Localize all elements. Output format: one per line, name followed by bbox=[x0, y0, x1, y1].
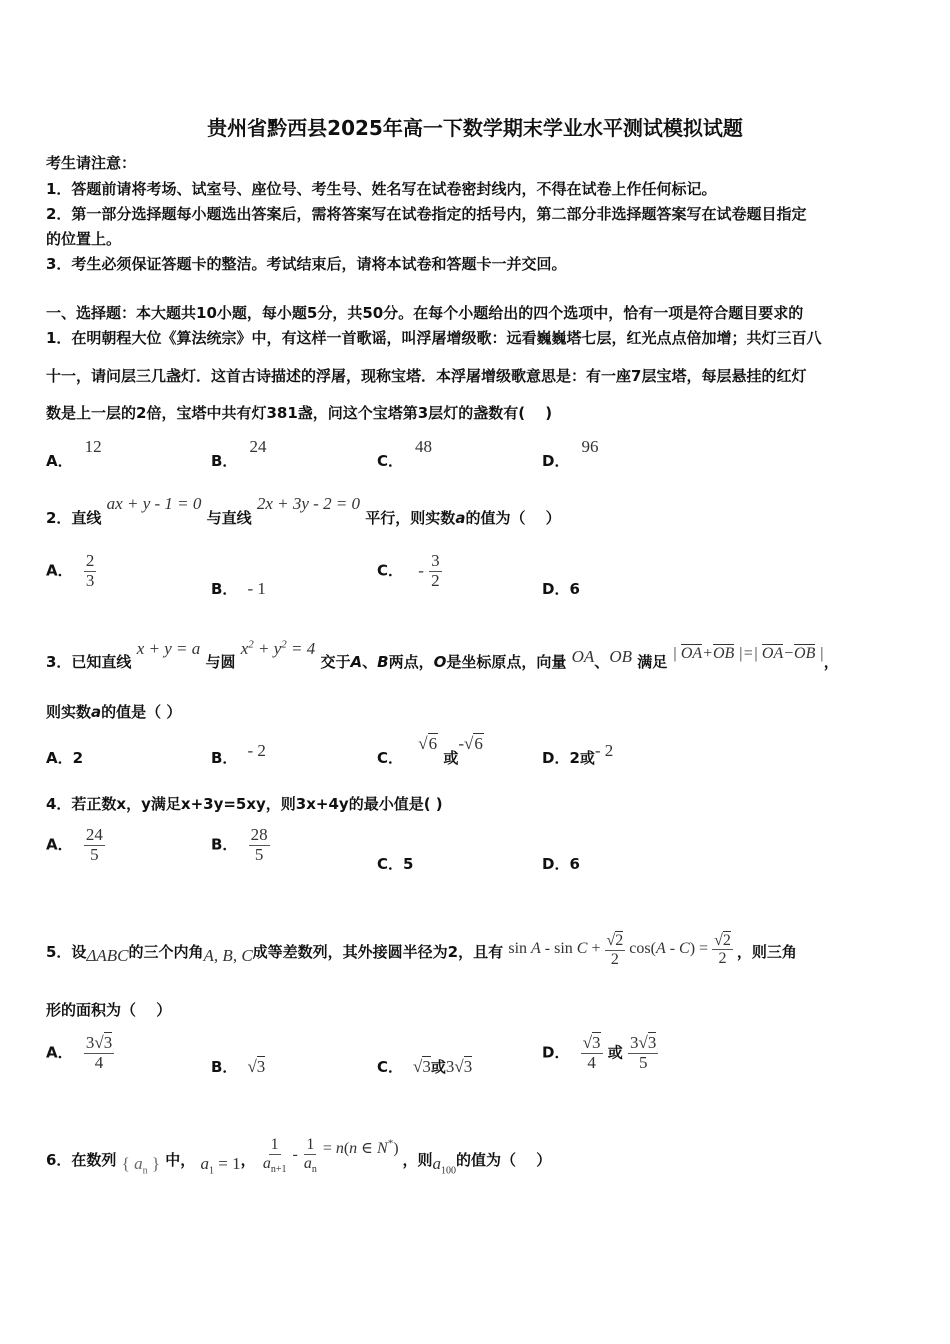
q6-sequence: { $a_n$ } bbox=[121, 1154, 161, 1177]
q4-option-d[interactable]: D．6 bbox=[542, 855, 580, 873]
q1-option-d[interactable]: D．96 bbox=[542, 437, 599, 470]
q3-stem: 3．已知直线 x + y = a 与圆 $x^2 + y^2 = 4$ 交于A、B两点，O是坐标原点，向量 OA、OB 满足 | OA+OB |=| OA−OB |， bbox=[46, 638, 839, 671]
q4-option-b[interactable]: B． $\frac{28}{5}$ bbox=[211, 825, 268, 864]
q4-stem: 4．若正数x，y满足x+3y=5xy，则3x+4y的最小值是( ) bbox=[46, 795, 443, 813]
q3-option-d[interactable]: D．2或- 2 bbox=[542, 741, 614, 767]
q5-option-d[interactable]: D． $\frac{√3}{4}$ 或 $\frac{3√3}{5}$ bbox=[542, 1033, 657, 1072]
q2-stem: 2．直线 ax + y - 1 = 0 与直线 2x + 3y - 2 = 0 平行，则实数a的值为（ ） bbox=[46, 494, 561, 527]
q2-option-c[interactable]: C． - $\frac{3}{2}$ bbox=[377, 551, 440, 590]
q4-option-a[interactable]: A． $\frac{24}{5}$ bbox=[46, 825, 103, 864]
q5-option-a[interactable]: A． $\frac{3√3}{4}$ bbox=[46, 1033, 113, 1072]
q3-line-equation: x + y = a bbox=[136, 639, 201, 658]
q6-recurrence: $\frac{1}{a_{n+1}}$ - $\frac{1}{a_n}$ = n(n ∈ N*) bbox=[262, 1136, 399, 1175]
page-title: 贵州省黔西县2025年高一下数学期末学业水平测试模拟试题 bbox=[207, 116, 743, 140]
q5-stem-line-2: 形的面积为（ ） bbox=[46, 1001, 172, 1019]
q4-option-c[interactable]: C．5 bbox=[377, 855, 414, 873]
q3-option-a[interactable]: A．2 bbox=[46, 749, 84, 767]
q3-stem-line-2: 则实数a的值是（ ） bbox=[46, 703, 182, 721]
q1-option-b[interactable]: B．24 bbox=[211, 437, 267, 470]
q2-option-a[interactable]: A． $\frac{2}{3}$ bbox=[46, 551, 95, 590]
q1-line-1: 1．在明朝程大位《算法统宗》中，有这样一首歌谣，叫浮屠增级歌：远看巍巍塔七层，红光点点倍加增；共灯三百八 bbox=[46, 329, 822, 347]
q5-condition-equation: sin A - sin C + $\frac{√2}{2}$ cos(A - C) = $\frac{√2}{2}$ bbox=[508, 931, 731, 968]
notice-item-3: 3．考生必须保证答题卡的整洁。考试结束后，请将本试卷和答题卡一并交回。 bbox=[46, 255, 567, 273]
q1-line-2: 十一，请问层三几盏灯．这首古诗描述的浮屠，现称宝塔．本浮屠增级歌意思是：有一座7层宝塔，每层悬挂的红灯 bbox=[46, 367, 807, 385]
q2-option-d[interactable]: D．6 bbox=[542, 580, 580, 598]
q1-option-a[interactable]: A．12 bbox=[46, 437, 102, 470]
notice-header: 考生请注意： bbox=[46, 154, 137, 172]
q5-stem: 5．设ΔABC的三个内角A, B, C成等差数列，其外接圆半径为2，且有 sin A - sin C + $\frac{√2}{2}$ cos(A - C) = $\frac{√2}{2}$ ，则三角 bbox=[46, 909, 797, 946]
q2-line-1-equation: ax + y - 1 = 0 bbox=[106, 494, 202, 513]
notice-item-2-cont: 的位置上。 bbox=[46, 230, 122, 248]
notice-item-2: 2．第一部分选择题每小题选出答案后，需将答案写在试卷指定的括号内，第二部分非选择题答案写在试卷题目指定 bbox=[46, 205, 807, 223]
q2-line-2-equation: 2x + 3y - 2 = 0 bbox=[256, 494, 361, 513]
q3-option-c[interactable]: C． √6 或-√6 bbox=[377, 734, 483, 767]
q5-option-b[interactable]: B． √3 bbox=[211, 1057, 266, 1076]
notice-item-1: 1．答题前请将考场、试室号、座位号、考生号、姓名写在试卷密封线内，不得在试卷上作任何标记。 bbox=[46, 180, 717, 198]
q1-option-c[interactable]: C．48 bbox=[377, 437, 433, 470]
q3-option-b[interactable]: B． - 2 bbox=[211, 741, 266, 767]
section-1-heading: 一、选择题：本大题共10小题，每小题5分，共50分。在每个小题给出的四个选项中，恰有一项是符合题目要求的 bbox=[46, 304, 804, 322]
q3-vector-condition: | OA+OB |=| OA−OB | bbox=[672, 645, 824, 662]
q2-option-b[interactable]: B． - 1 bbox=[211, 579, 266, 598]
q3-circle-equation: $x^2 + y^2 = 4$ bbox=[240, 638, 316, 658]
q5-option-c[interactable]: C． √3或3√3 bbox=[377, 1057, 473, 1076]
q1-line-3: 数是上一层的2倍，宝塔中共有灯381盏，问这个宝塔第3层灯的盏数有( ) bbox=[46, 404, 553, 422]
q6-stem: 6．在数列 { $a_n$ } 中， $a_1 = 1$， $\frac{1}{a_{n+1}}$ - $\frac{1}{a_n}$ = n(n ∈ N*) ，则$a_{100}$的值为（ ） bbox=[46, 1116, 551, 1155]
